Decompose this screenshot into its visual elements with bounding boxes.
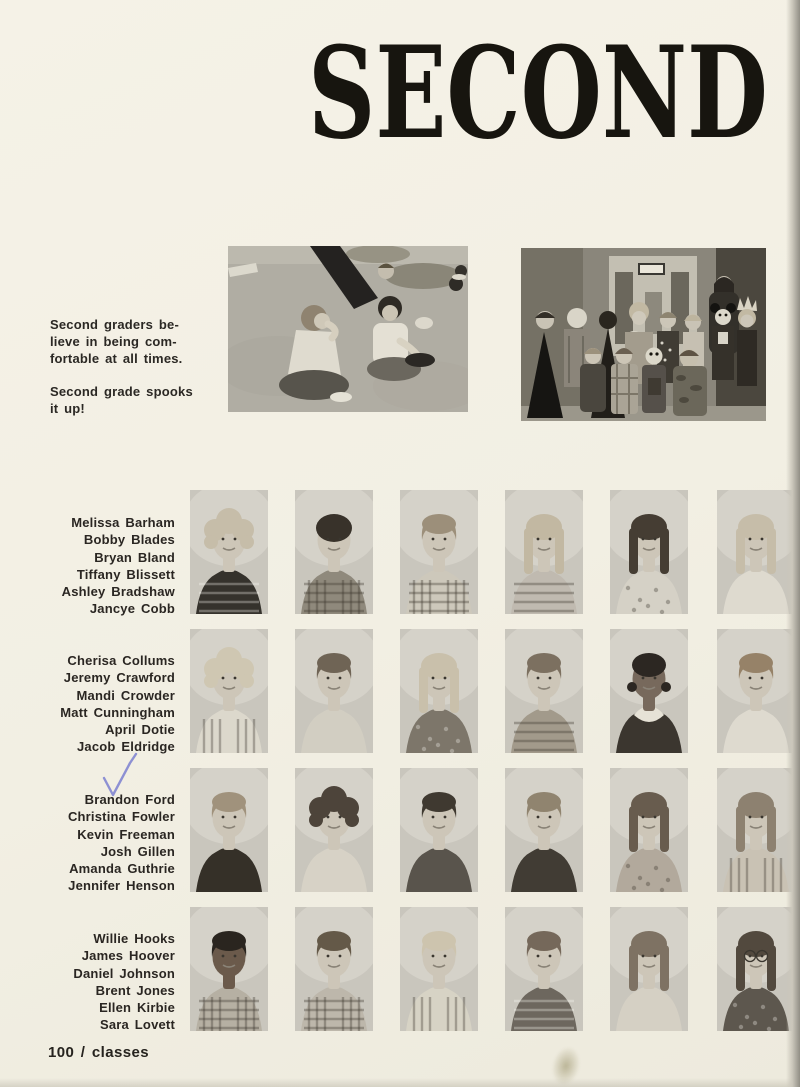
portrait-photo	[505, 907, 583, 1031]
student-name: Cherisa Collums	[67, 653, 175, 668]
student-name: Brandon Ford	[84, 792, 175, 807]
caption-paragraph-1	[50, 316, 202, 367]
student-name-group	[25, 791, 175, 895]
portrait-photo	[190, 907, 268, 1031]
student-name: Brent Jones	[95, 982, 175, 998]
student-name: Jeremy Crawford	[63, 670, 175, 686]
student-name: Mandi Crowder	[76, 687, 175, 703]
student-name: Sara Lovett	[99, 1017, 175, 1033]
page-title: SECOND	[308, 19, 768, 167]
portrait-photo	[505, 768, 583, 892]
student-name: Ashley Bradshaw	[61, 584, 175, 600]
student-name: James Hoover	[81, 948, 175, 964]
page-bottom-shadow	[0, 1078, 800, 1087]
student-name-group	[25, 652, 175, 756]
candid-photo-floor	[228, 246, 468, 412]
student-name: Josh Gillen	[100, 843, 175, 859]
portrait-photo	[295, 629, 373, 753]
portrait-photo	[505, 490, 583, 614]
portrait-photo	[400, 907, 478, 1031]
student-name: Bobby Blades	[83, 532, 175, 548]
portrait-photo	[400, 629, 478, 753]
portrait-photo	[717, 768, 795, 892]
portrait-photo	[610, 490, 688, 614]
student-name: Jacob Eldridge	[77, 739, 175, 755]
portrait-photo	[190, 768, 268, 892]
caption-line: it up!	[50, 401, 85, 416]
student-name: Ellen Kirbie	[99, 1000, 175, 1016]
student-name: Jennifer Henson	[68, 878, 175, 894]
student-name-group	[25, 930, 175, 1034]
portrait-photo	[505, 629, 583, 753]
student-name: Christina Fowler	[67, 809, 175, 825]
portrait-photo	[717, 490, 795, 614]
candid-photo-halloween	[521, 248, 766, 421]
caption-line: Second grade spooks	[50, 384, 193, 399]
student-name: April Dotie	[105, 722, 175, 738]
student-name-group	[25, 514, 175, 618]
caption-line: lieve in being com-	[50, 334, 177, 349]
candid-photo-halloween-image	[521, 248, 766, 421]
student-name: Matt Cunningham	[60, 704, 175, 720]
caption-line: Second graders be-	[50, 317, 179, 332]
caption-block	[50, 316, 202, 417]
student-name: Jancye Cobb	[89, 601, 175, 617]
portrait-photo	[295, 907, 373, 1031]
student-name: Tiffany Blissett	[76, 566, 175, 582]
candid-photo-floor-image	[228, 246, 468, 412]
student-name: Amanda Guthrie	[69, 861, 175, 877]
student-name: Daniel Johnson	[73, 965, 175, 981]
portrait-photo	[717, 907, 795, 1031]
portrait-photo	[717, 629, 795, 753]
page-edge	[786, 0, 800, 1087]
student-name: Willie Hooks	[93, 931, 175, 946]
pen-checkmark-icon	[96, 750, 146, 806]
page-number: 100 / classes	[48, 1044, 149, 1061]
student-name: Melissa Barham	[71, 515, 175, 530]
portrait-photo	[190, 490, 268, 614]
portrait-photo	[610, 768, 688, 892]
portrait-photo	[400, 768, 478, 892]
student-name: Kevin Freeman	[77, 826, 175, 842]
portrait-photo	[190, 629, 268, 753]
portrait-photo	[295, 490, 373, 614]
caption-line: fortable at all times.	[50, 351, 183, 366]
portrait-photo	[295, 768, 373, 892]
student-name: Bryan Bland	[94, 549, 175, 565]
caption-paragraph-2	[50, 383, 202, 417]
portrait-photo	[610, 907, 688, 1031]
portrait-photo	[400, 490, 478, 614]
portrait-photo	[610, 629, 688, 753]
